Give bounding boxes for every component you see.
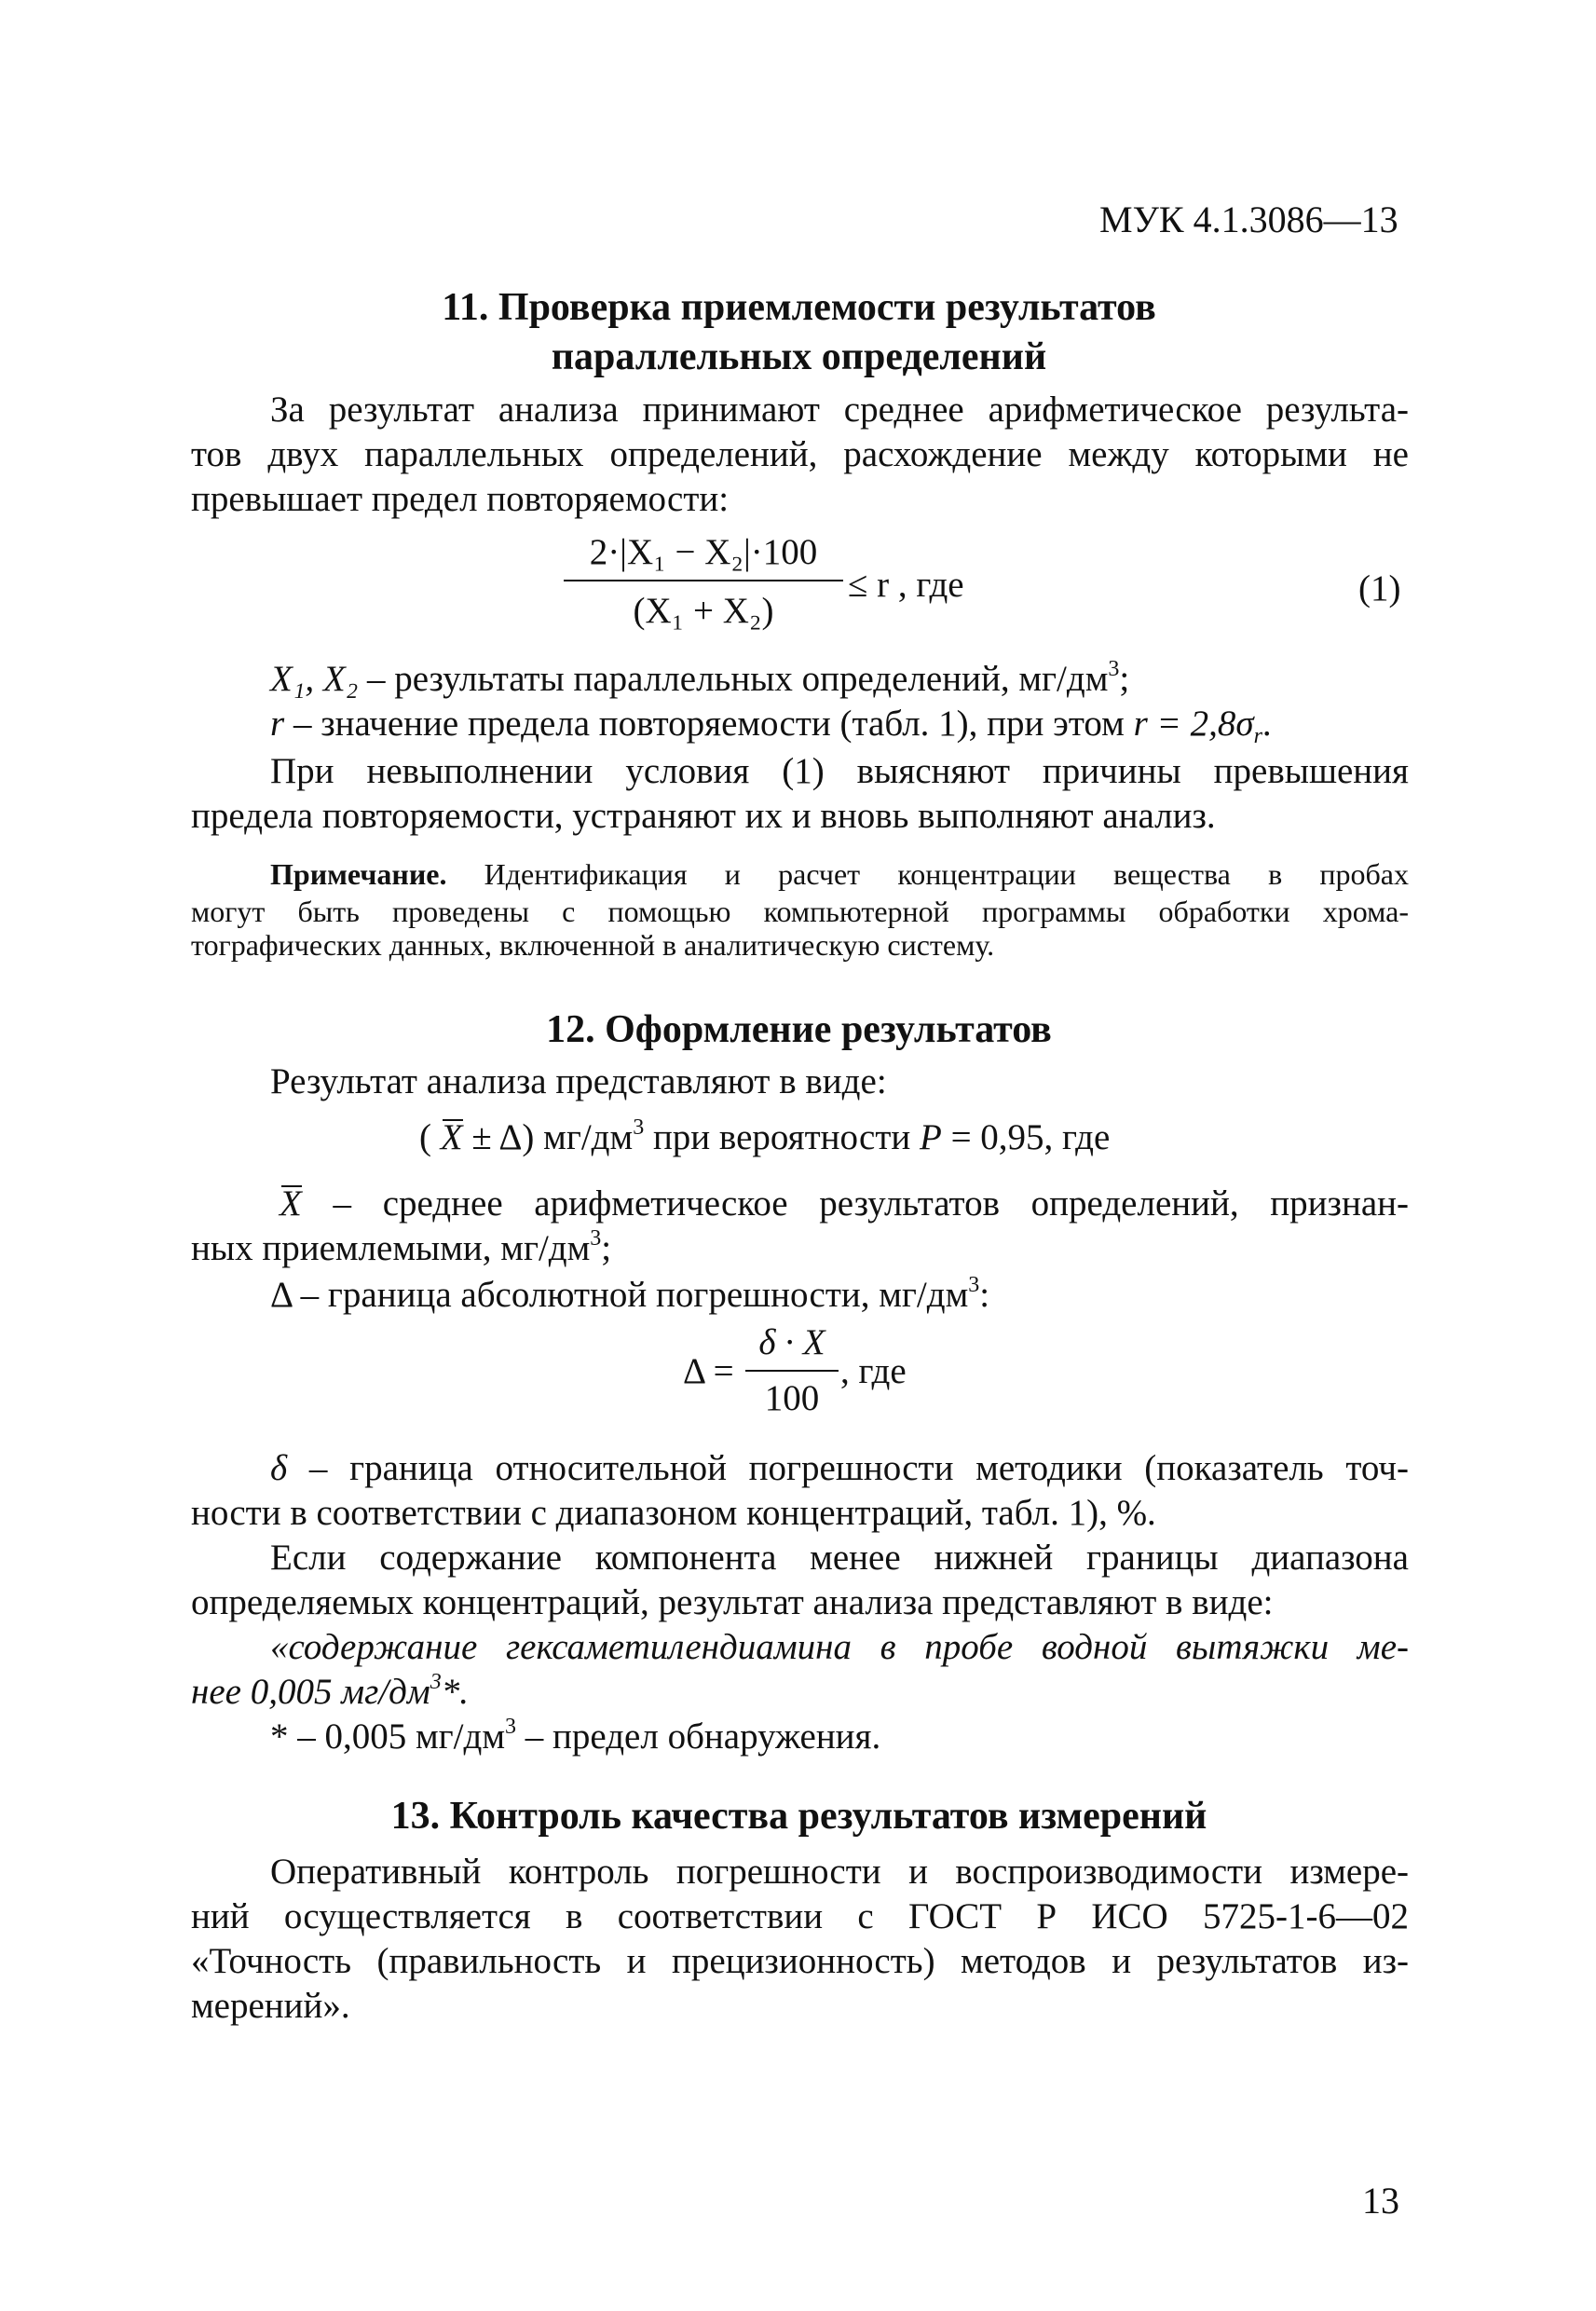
formula-1-rhs: ≤ r , где [848,565,964,605]
section-13-line2: ний осуществляется в соответствии с ГОСТ Р ИСО 5725-1-6—02 [191,1896,1409,1936]
definition-x1-x2 [270,657,1129,702]
formula-1-number: (1) [1358,568,1401,609]
section-13-line1: Оперативный контроль погрешности и воспроизводимости измере- [270,1852,1409,1892]
delta-formula-lhs: Δ = [683,1351,734,1391]
xbar-def-text: – среднее арифметическое результатов определений, признан- [301,1183,1409,1224]
formula-1-numerator: 2·|X₁ − X₂|·100 [589,532,818,572]
delta-formula-numerator: δ · X [758,1322,825,1362]
formula-1-denominator: (X₁ + X₂) [633,591,774,631]
sup-3: 3 [505,1715,517,1739]
section-11-title-line1: 11. Проверка приемлемости результатов [442,286,1156,329]
quote-line2-text: нее 0,005 мг/дм [191,1672,430,1712]
def2-text: – значение предела повторяемости (табл. 1), при этом [284,704,1134,744]
def1-tail: ; [1119,659,1130,699]
footnote-b: – предел обнаружения. [516,1716,881,1757]
footnote-a: * – 0,005 мг/дм [270,1716,506,1757]
quote-line1: «содержание гексаметилендиамина в пробе водной вытяжки ме- [270,1627,1409,1667]
def1-text: – результаты параллельных определений, мг/дм [358,659,1109,699]
var-p: P [919,1117,942,1157]
result-after: при вероятности [644,1117,920,1157]
note-label: Примечание. [270,857,447,891]
note-line2: могут быть проведены с помощью компьютерной программы обработки хрома- [191,895,1409,928]
page-number: 13 [1362,2180,1399,2222]
note-line3: тографических данных, включенной в аналитическую систему. [191,928,995,962]
xbar-symbol: X [441,1115,463,1160]
section-12-title: 12. Оформление результатов [546,1008,1052,1051]
def2-tail: . [1262,704,1272,744]
section-11-para-line2: тов двух параллельных определений, расхождение между которыми не [191,434,1409,474]
delta-formula-rhs: , где [840,1351,907,1391]
low-conc-line1: Если содержание компонента менее нижней границы диапазона [270,1538,1409,1578]
def2-eq: r = 2,8σ [1133,704,1254,744]
delta-def-text: Δ – граница абсолютной погрешности, мг/дм [270,1275,969,1315]
footnote-detection-limit [270,1715,880,1759]
var-x1-x2: X₁, X₂ [270,659,359,699]
result-open: ( [419,1117,441,1157]
xbar-definition-line2 [191,1226,611,1271]
delta-def-tail: : [979,1275,990,1315]
sup-3: 3 [590,1226,602,1251]
section-13-line3: «Точность (правильность и прецизионность) методов и результатов из- [191,1941,1409,1981]
delta-formula-fraction-bar [745,1370,839,1372]
condition-line1: При невыполнении условия (1) выясняют причины превышения [270,751,1409,791]
sup-3: 3 [968,1273,980,1297]
section-13-title: 13. Контроль качества результатов измерений [390,1795,1207,1838]
doc-code: МУК 4.1.3086—13 [1099,198,1398,240]
xbar-def-symbol: X [280,1182,302,1226]
sup-3: 3 [430,1670,442,1694]
result-form [419,1115,1110,1160]
rel-line1-text: – граница относительной погрешности методики (показатель точ- [287,1448,1409,1488]
def2-sub: r [1253,724,1262,748]
sup-3: 3 [633,1115,645,1140]
sup-3: 3 [1108,657,1120,681]
relative-error-line1 [270,1446,1409,1491]
section-13-line4: мерений». [191,1986,350,2026]
var-r: r [270,704,285,744]
xbar-definition-line1 [280,1182,1409,1226]
result-mid: ± Δ) мг/дм [462,1117,634,1157]
definition-r [270,702,1272,746]
section-12-intro: Результат анализа представляют в виде: [270,1061,887,1101]
note-line1 [270,855,1409,893]
condition-line2: предела повторяемости, устраняют их и вновь выполняют анализ. [191,796,1216,836]
relative-error-line2: ности в соответствии с диапазоном концентраций, табл. 1), %. [191,1493,1156,1533]
xbar-def-tail: ; [601,1228,612,1268]
low-conc-line2: определяемых концентраций, результат анализа представляют в виде: [191,1582,1274,1622]
result-end: = 0,95, где [941,1117,1111,1157]
section-11-para-line3: превышает предел повторяемости: [191,479,730,519]
delta-formula-denominator: 100 [764,1378,820,1418]
quote-tail: *. [441,1672,470,1712]
xbar-def-line2-text: ных приемлемыми, мг/дм [191,1228,591,1268]
delta-definition [270,1273,989,1318]
section-11-title-line2: параллельных определений [551,335,1047,378]
quote-line2 [191,1670,469,1715]
var-delta-rel: δ [270,1448,288,1488]
section-11-para-line1: За результат анализа принимают среднее арифметическое результа- [270,390,1409,430]
note-line1-text: Идентификация и расчет концентрации вещества в пробах [446,857,1409,891]
formula-1-fraction-bar [564,580,843,581]
